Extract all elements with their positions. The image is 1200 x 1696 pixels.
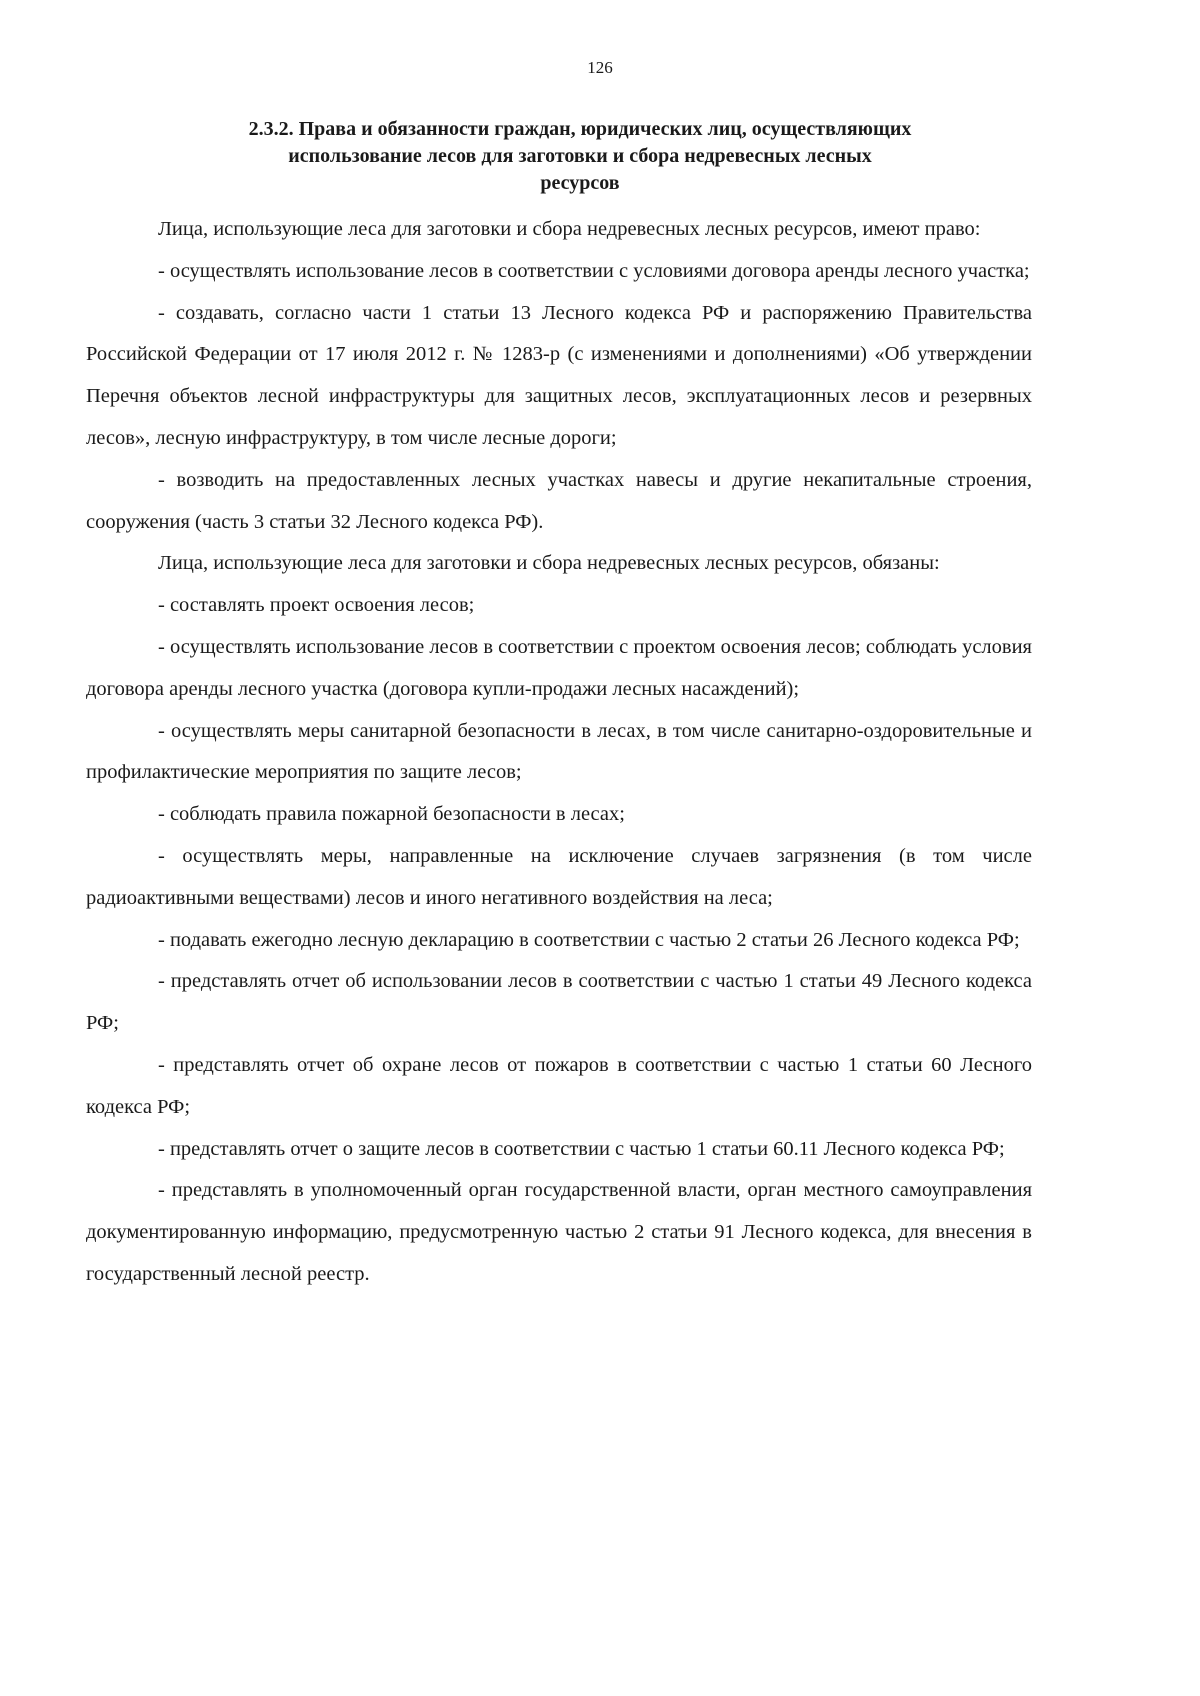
list-item-obligation-sanitary: - осуществлять меры санитарной безопасности в лесах, в том числе санитарно-оздоровительные и профилактические мероприятия по защите лесов; — [86, 719, 1032, 784]
page-number: 126 — [587, 58, 613, 77]
list-item-obligation-report-fire: - представлять отчет об охране лесов от пожаров в соответствии с частью 1 статьи 60 Лесного кодекса РФ; — [86, 1053, 1032, 1118]
section-heading-line-1: 2.3.2. Права и обязанности граждан, юридических лиц, осуществляющих — [248, 118, 912, 140]
list-item-obligation-registry: - представлять в уполномоченный орган государственной власти, орган местного самоуправления документированную информацию, предусмотренную частью 2 статьи 91 Лесного кодекса, для внесения в государственный лесной реестр. — [86, 1179, 1032, 1285]
list-item-right-structures: - возводить на предоставленных лесных участках навесы и другие некапитальные строения, сооружения (часть 3 статьи 32 Лесного кодекса РФ). — [86, 468, 1032, 533]
list-item-right-lease: - осуществлять использование лесов в соответствии с условиями договора аренды лесного участка; — [158, 259, 1030, 282]
list-item-obligation-report-protection: - представлять отчет о защите лесов в соответствии с частью 1 статьи 60.11 Лесного кодекса РФ; — [158, 1137, 1005, 1160]
list-item-obligation-project: - составлять проект освоения лесов; — [158, 594, 475, 617]
paragraph-rights-intro: Лица, использующие леса для заготовки и сбора недревесных лесных ресурсов, имеют право: — [158, 218, 981, 240]
paragraph-obligations-intro: Лица, использующие леса для заготовки и сбора недревесных лесных ресурсов, обязаны: — [158, 552, 940, 575]
list-item-obligation-fire: - соблюдать правила пожарной безопасности в лесах; — [158, 803, 625, 826]
section-heading-line-3: ресурсов — [540, 172, 620, 194]
list-item-obligation-declaration: - подавать ежегодно лесную декларацию в соответствии с частью 2 статьи 26 Лесного кодекса РФ; — [158, 928, 1020, 951]
list-item-obligation-pollution: - осуществлять меры, направленные на исключение случаев загрязнения (в том числе радиоактивными веществами) лесов и иного негативного воздействия на леса; — [86, 844, 1032, 909]
list-item-obligation-report-use: - представлять отчет об использовании лесов в соответствии с частью 1 статьи 49 Лесного кодекса РФ; — [86, 970, 1032, 1035]
body-text — [86, 209, 1032, 1296]
list-item-obligation-use: - осуществлять использование лесов в соответствии с проектом освоения лесов; соблюдать условия договора аренды лесного участка (договора купли-продажи лесных насаждений); — [86, 635, 1032, 700]
list-item-right-infrastructure: - создавать, согласно части 1 статьи 13 Лесного кодекса РФ и распоряжению Правительства Российской Федерации от 17 июля 2012 г. № 1283-р (с изменениями и дополнениями) «Об утверждении Перечня объектов лесной инфраструктуры для защитных лесов, эксплуатационных лесов и резервных лесов», лесную инфраструктуру, в том числе лесные дороги; — [86, 301, 1032, 449]
section-heading-line-2: использование лесов для заготовки и сбора недревесных лесных — [288, 145, 872, 167]
section-heading — [140, 116, 1020, 197]
